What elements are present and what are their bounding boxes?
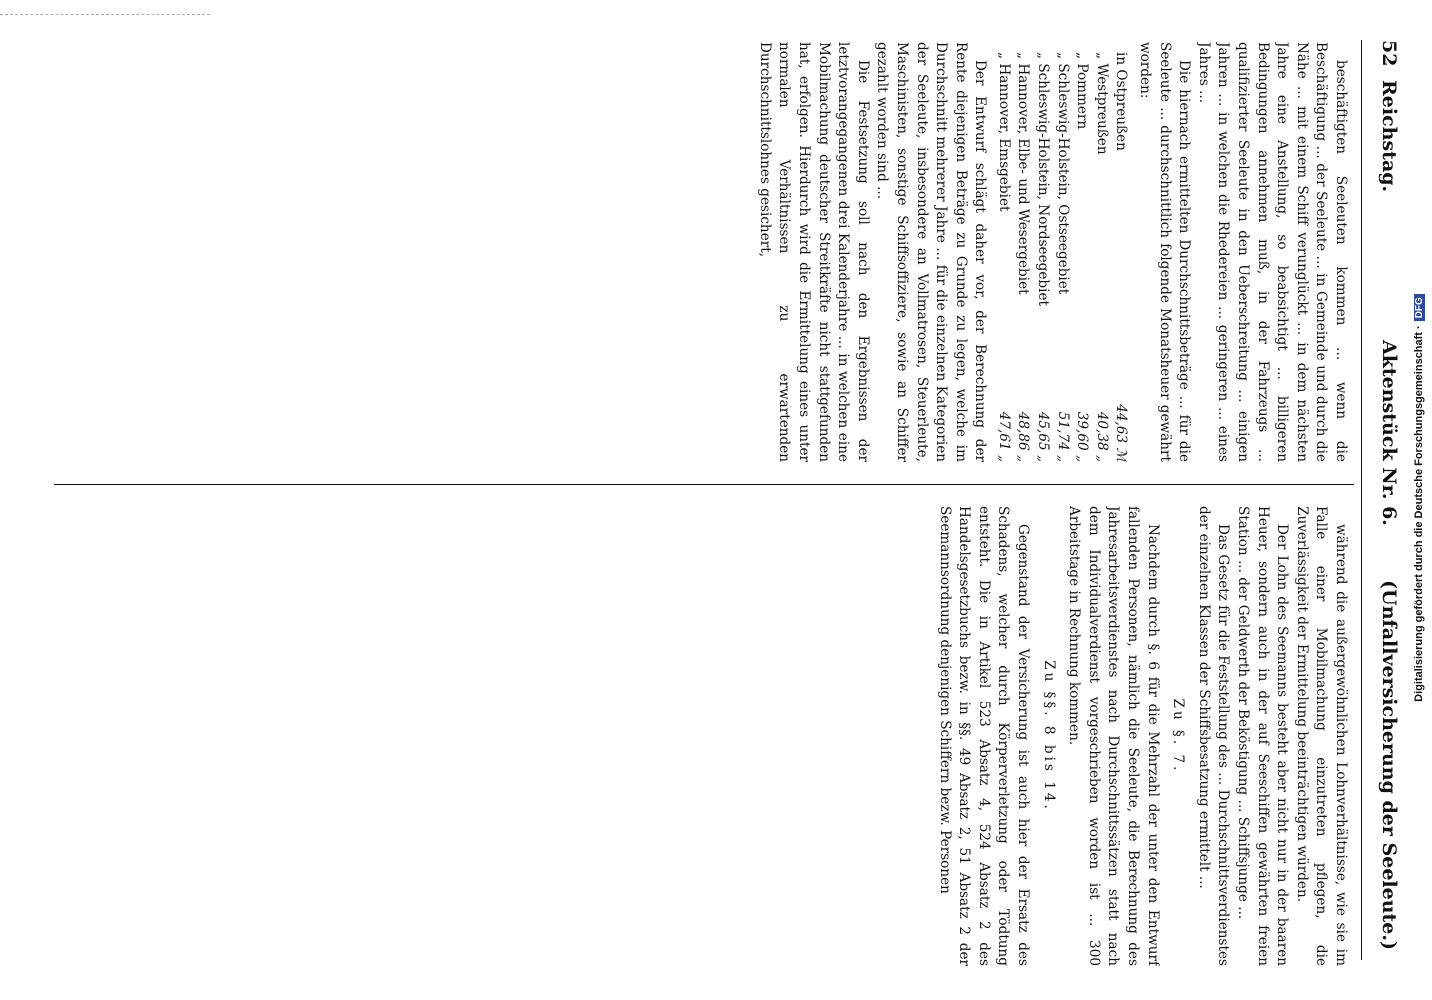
footer-text: Digitalisierung gefördert durch die Deutsche Forschungsgemeinschaft ·DFG (1413, 48, 1425, 948)
header-reichstag: Reichstag. (1378, 80, 1400, 193)
paragraph: Der Lohn des Seemanns besteht aber nicht nur in der baaren Heuer, sondern auch in der auf Seeschiffen gewährten freien Station ... der Geldwerth der Beköstigung ... Schiffsjunge ... (1235, 506, 1291, 966)
page-number: 52 (1378, 40, 1400, 67)
paragraph: Die hiernach ermittelten Durchschnittsbeträge ... für die Seeleute ... durchschnittlich folgende Monatsheuer gewährt worden: (1137, 42, 1193, 462)
section-heading: Zu §§. 8 bis 14. (1040, 660, 1057, 812)
paragraph: Die Festsetzung soll nach den Ergebnissen der letztvorangegangenen drei Kalenderjahre ... in welchen eine Mobilmachung deutscher Streitkräfte nicht stattgefunden hat, erfolgen. Hierdurch wird die Ermittelung eines unter normalen Verhältnissen zu erwartenden Durchschnittslohnes gesichert, (756, 42, 871, 462)
list-item: „ Schleswig-Holstein, Ostseegebiet 51,74 „ (1054, 52, 1071, 462)
paragraph: Der Entwurf schlägt daher vor, der Berechnung der Rente diejenigen Beträge zu Grunde zu legen, welche im Durchschnitt mehrerer Jahre ... für die einzelnen Kategorien der Seeleute, insbesondere an Vollmatrosen, Steuerleute, Maschinisten, sonstige Schiffsoffiziere, sowie an Schiffer gezahlt worden sind ... (874, 42, 989, 462)
left-column (50, 42, 1350, 462)
paragraph: Nachdem durch §. 6 für die Mehrzahl der unter den Entwurf fallenden Personen, nämlich die Seeleute, die Berechnung des Jahresarbeitsverdienstes nach Durchschnittssätzen statt nach dem Individualverdienst vorgeschrieben worden ist ... 300 Arbeitstage in Rechnung kommen. (1066, 506, 1161, 966)
running-header (1364, 40, 1400, 960)
list-item: „ Pommern 39,60 „ (1074, 52, 1091, 462)
paragraph: während die außergewöhnlichen Lohnverhältnisse, wie sie im Falle einer Mobilmachung einzutreten pflegen, die Zuverlässigkeit der Ermittelung beeinträchtigen würden. (1293, 506, 1349, 966)
list-item: „ Westpreußen 40,38 „ (1093, 52, 1110, 462)
header-topic: (Unfallversicherung der Seeleute.) (1378, 580, 1400, 950)
list-item: in Ostpreußen 44,63 ℳ (1113, 52, 1130, 462)
dfg-logo: DFG (1414, 294, 1425, 321)
header-document-number: Aktenstück Nr. 6. (1378, 340, 1400, 526)
wage-list (993, 52, 1130, 462)
header-rule (1361, 40, 1362, 960)
list-item: „ Schleswig-Holstein, Nordseegebiet 45,65 „ (1035, 52, 1052, 462)
paragraph: Gegenstand der Versicherung ist auch hier der Ersatz des Schadens, welcher durch Körperverletzung oder Tödtung entsteht. Die in Artikel 523 Absatz 4, 524 Absatz 2 des Handelsgesetzbuchs bezw. in §§. 49 Absatz 2, 51 Absatz 2 der Seemannsordnung denjenigen Schiffern bezw. Personen (936, 506, 1032, 966)
digitization-footer (1406, 0, 1432, 1000)
section-heading: Zu §. 7. (1170, 698, 1187, 774)
paragraph: Das Gesetz für die Feststellung des ... Durchschnittsverdienstes der einzelnen Klassen der Schiffsbesatzung ermittelt ... (1195, 506, 1232, 966)
right-column (50, 506, 1350, 966)
paragraph: beschäftigten Seeleuten kommen ... wenn die Beschäftigung ... der Seeleute ... in Gemeinde und durch die Nähe ... mit einem Schiff verunglückt ... in dem nächsten Jahre eine Anstellung, so beabsichtigt ... billigeren Bedingungen annehmen muß, in der Fahrzeugs ... qualifizierter Seeleute in den Ueberschreitung ... einigen Jahren ... in welchen die Rhedereien ... geringeren ... eines Jahres ... (1195, 42, 1349, 462)
list-item: „ Hannover, Emsgebiet 47,61 „ (995, 52, 1012, 462)
list-item: „ Hannover, Elbe- und Wesergebiet 48,86 „ (1015, 52, 1032, 462)
column-rule (54, 484, 1354, 485)
